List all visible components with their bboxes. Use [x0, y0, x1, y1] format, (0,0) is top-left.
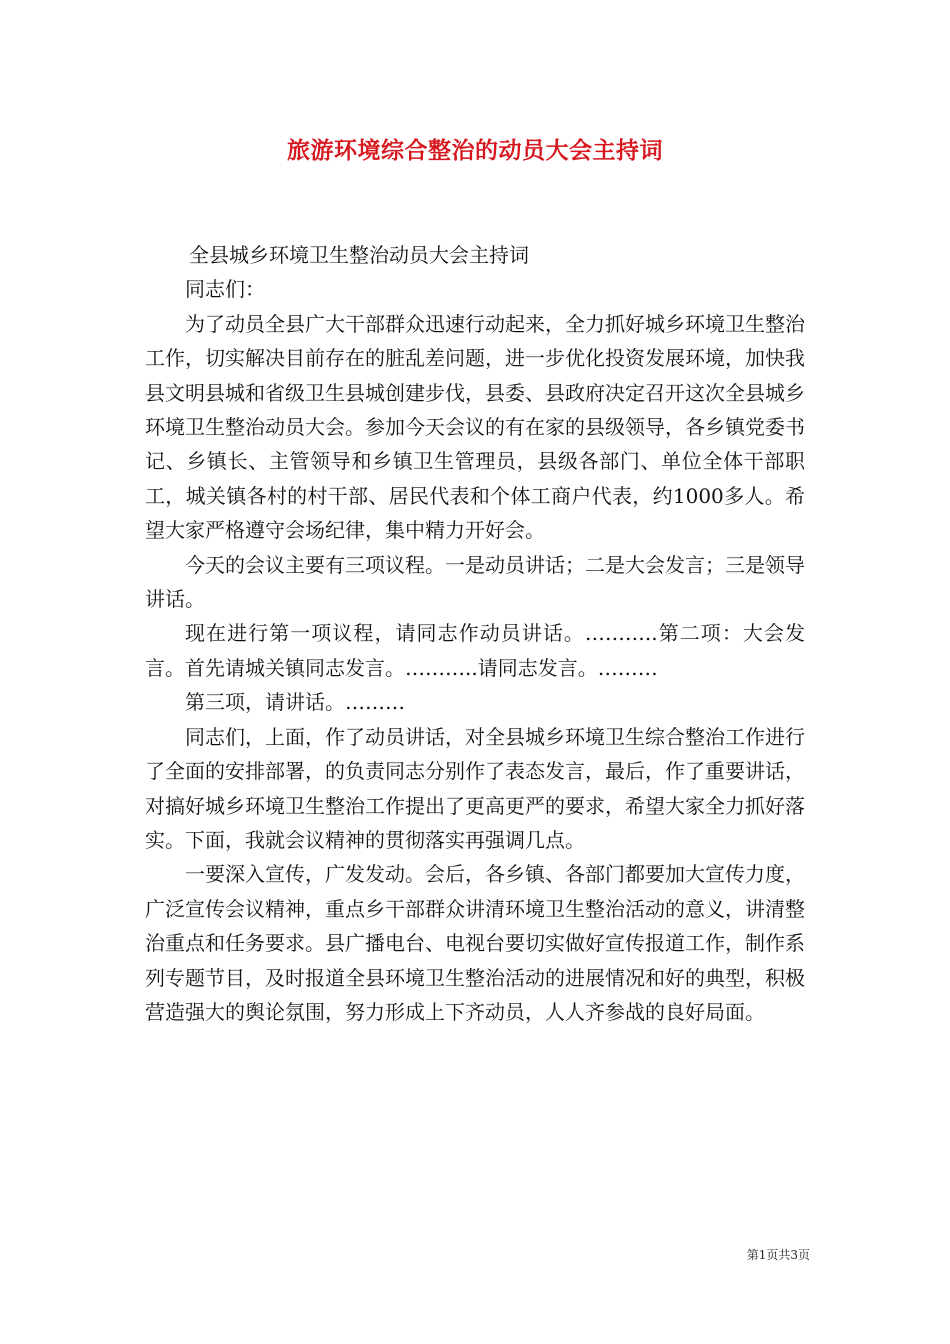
page-number-footer: 第1页共3页: [746, 1248, 810, 1262]
paragraph: 今天的会议主要有三项议程。一是动员讲话；二是大会发言；三是领导讲话。: [145, 552, 805, 612]
document-title: 旅游环境综合整治的动员大会主持词: [287, 137, 663, 164]
document-body: [145, 238, 805, 1029]
paragraph: 同志们，上面，作了动员讲话，对全县城乡环境卫生综合整治工作进行了全面的安排部署，的负责同志分别作了表态发言，最后，作了重要讲话，对搞好城乡环境卫生整治工作提出了更高更严的要求，希望大家全力抓好落实。下面，我就会议精神的贯彻落实再强调几点。: [145, 724, 805, 852]
paragraph: 一要深入宣传，广发发动。会后，各乡镇、各部门都要加大宣传力度，广泛宣传会议精神，重点乡干部群众讲清环境卫生整治活动的意义，讲清整治重点和任务要求。县广播电台、电视台要切实做好宣传报道工作，制作系列专题节目，及时报道全县环境卫生整治活动的进展情况和好的典型，积极营造强大的舆论氛围，努力形成上下齐动员，人人齐参战的良好局面。: [145, 862, 805, 1024]
paragraph: 现在进行第一项议程，请同志作动员讲话。………..第二项：大会发言。首先请城关镇同志发言。………..请同志发言。………: [145, 621, 805, 680]
paragraph-greeting: 同志们：: [185, 277, 265, 302]
document-subtitle: 全县城乡环境卫生整治动员大会主持词: [189, 243, 529, 267]
paragraph: 为了动员全县广大干部群众迅速行动起来，全力抓好城乡环境卫生整治工作，切实解决目前存在的脏乱差问题，进一步优化投资发展环境，加快我县文明县城和省级卫生县城创建步伐，县委、县政府决定召开这次全县城乡环境卫生整治动员大会。参加今天会议的有在家的县级领导，各乡镇党委书记、乡镇长、主管领导和乡镇卫生管理员，县级各部门、单位全体干部职工，城关镇各村的村干部、居民代表和个体工商户代表，约1000多人。希望大家严格遵守会场纪律，集中精力开好会。: [145, 311, 805, 543]
paragraph: 第三项，请讲话。………: [185, 690, 405, 715]
